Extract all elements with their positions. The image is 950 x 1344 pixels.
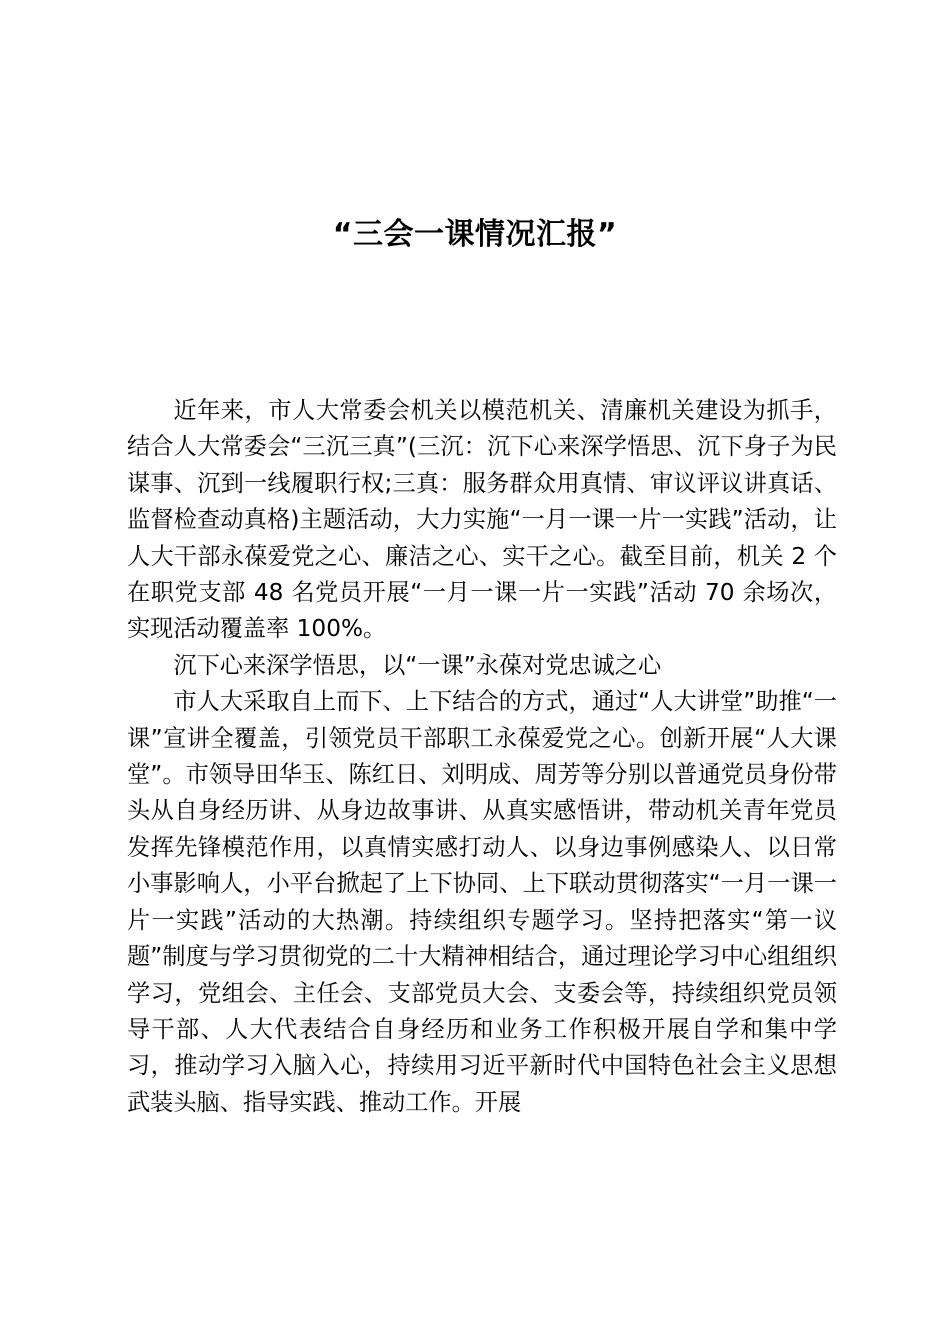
section-heading: 沉下心来深学悟思，以“一课”永葆对党忠诚之心 <box>173 651 662 679</box>
body-paragraph: 市人大采取自上而下、上下结合的方式，通过“人大讲堂”助推“一课”宣讲全覆盖，引领党员干部职工永葆爱党之心。创新开展“人大课堂”。市领导田华玉、陈红日、刘明成、周芳等分别以普通党员身份带头从自身经历讲、从身边故事讲、从真实感悟讲，带动机关青年党员发挥先锋模范作用，以真情实感打动人、以身边事例感染人、以日常小事影响人，小平台掀起了上下协同、上下联动贯彻落实“一月一课一片一实践”活动的大热潮。持续组织专题学习。坚持把落实“第一议题”制度与学习贯彻党的二十大精神相结合，通过理论学习中心组组织学习，党组会、主任会、支部党员大会、支委会等，持续组织党员领导干部、人大代表结合自身经历和业务工作积极开展自学和集中学习，推动学习入脑入心，持续用习近平新时代中国特色社会主义思想武装头脑、指导实践、推动工作。开展 <box>127 688 837 1116</box>
document-body <box>127 393 837 1121</box>
document-title: “三会一课情况汇报” <box>332 217 618 252</box>
intro-paragraph: 近年来，市人大常委会机关以模范机关、清廉机关建设为抓手，结合人大常委会“三沉三真”(三沉：沉下心来深学悟思、沉下身子为民谋事、沉到一线履职行权;三真：服务群众用真情、审议评议讲真话、监督检查动真格)主题活动，大力实施“一月一课一片一实践”活动，让人大干部永葆爱党之心、廉洁之心、实干之心。截至目前，机关 2 个在职党支部 48 名党员开展“一月一课一片一实践”活动 70 余场次，实现活动覆盖率 100%。 <box>127 397 837 643</box>
